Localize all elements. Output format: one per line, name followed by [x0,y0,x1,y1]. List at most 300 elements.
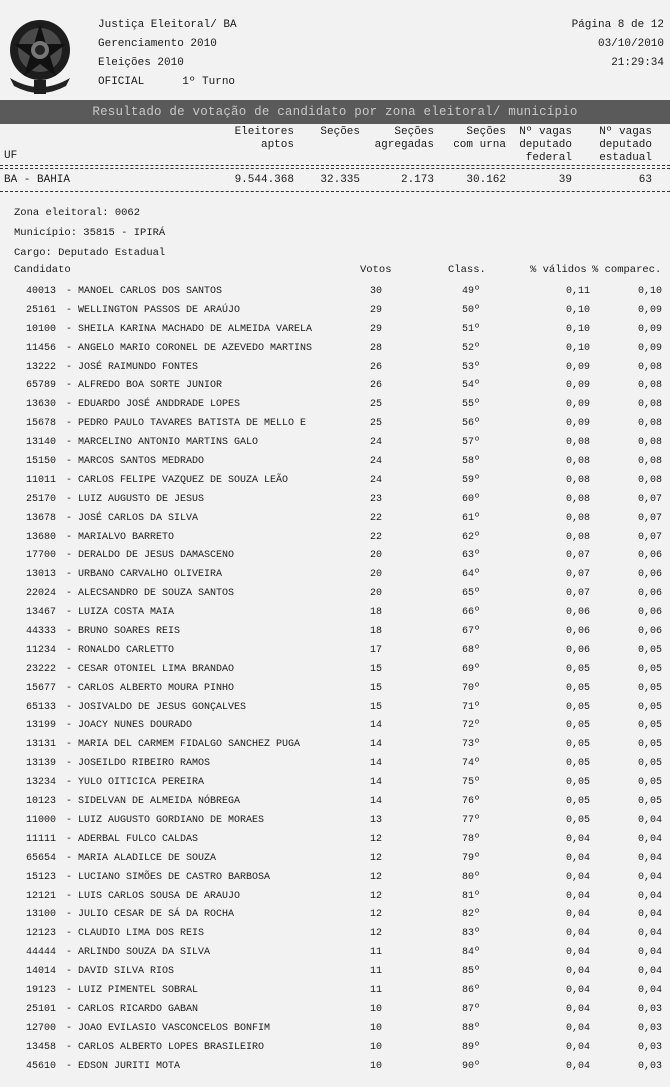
turno-label: 1º Turno [182,76,236,88]
table-row [0,642,670,661]
candidate-comparec: 0,07 [637,531,662,543]
candidate-name: DERALDO DE JESUS DAMASCENO [78,550,235,562]
candidate-comparec: 0,09 [637,342,662,354]
candidate-votos: 12 [369,890,382,902]
table-row [0,321,670,340]
candidate-class: 53º [461,361,480,373]
candidate-class: 69º [461,663,480,675]
candidate-comparec: 0,04 [637,966,662,978]
candidate-number: 19123 [26,984,57,996]
candidate-validos: 0,04 [565,1022,590,1034]
candidate-comparec: 0,09 [637,323,662,335]
col-candidato: Candidato [14,264,71,276]
candidate-name: SIDELVAN DE ALMEIDA NÓBREGA [78,796,241,808]
candidate-number: 13458 [26,1041,57,1053]
separator: - [66,796,73,808]
candidate-votos: 14 [369,720,382,732]
summary-uf: BA - BAHIA [4,174,71,186]
table-row [0,453,670,472]
candidate-votos: 11 [369,984,382,996]
candidate-validos: 0,04 [565,833,590,845]
candidate-class: 72º [461,720,480,732]
candidate-validos: 0,07 [565,588,590,600]
candidate-validos: 0,04 [565,871,590,883]
separator: - [66,777,73,789]
report-title-banner: Resultado de votação de candidato por zona eleitoral/ município [0,100,670,124]
summary-vagas-federal: 39 [558,174,572,186]
table-row [0,529,670,548]
candidate-validos: 0,05 [565,720,590,732]
brasao-emblem-icon [4,16,76,96]
candidate-votos: 14 [369,758,382,770]
candidate-validos: 0,08 [565,512,590,524]
table-row [0,472,670,491]
candidate-votos: 15 [369,701,382,713]
candidate-comparec: 0,08 [637,380,662,392]
separator: - [66,380,73,392]
summary-secoes: 32.335 [320,174,360,186]
separator: - [66,720,73,732]
candidate-class: 79º [461,852,480,864]
candidate-comparec: 0,04 [637,928,662,940]
separator: - [66,437,73,449]
candidate-class: 56º [461,418,480,430]
table-row [0,510,670,529]
candidate-comparec: 0,08 [637,418,662,430]
candidate-class: 70º [461,682,480,694]
candidate-votos: 10 [369,1060,382,1072]
candidate-name: BRUNO SOARES REIS [78,626,181,638]
table-row [0,963,670,982]
separator: - [66,607,73,619]
candidate-validos: 0,04 [565,890,590,902]
separator: - [66,663,73,675]
candidate-class: 82º [461,909,480,921]
header-vagas-estadual: Nº vagas deputado estadual [599,126,652,164]
table-row [0,850,670,869]
candidate-number: 65789 [26,380,57,392]
report-time: 21:29:34 [611,57,664,69]
candidate-validos: 0,05 [565,777,590,789]
table-row [0,547,670,566]
candidate-name: CESAR OTONIEL LIMA BRANDAO [78,663,235,675]
candidate-class: 51º [461,323,480,335]
candidate-number: 15677 [26,682,57,694]
candidate-validos: 0,04 [565,1060,590,1072]
separator: - [66,1003,73,1015]
table-row [0,793,670,812]
candidate-name: SHEILA KARINA MACHADO DE ALMEIDA VARELA [78,323,313,335]
candidate-comparec: 0,03 [637,1003,662,1015]
candidate-class: 81º [461,890,480,902]
table-row [0,283,670,302]
candidate-number: 25161 [26,304,57,316]
page-number: Página 8 de 12 [571,19,664,31]
candidate-name: LUIZA COSTA MAIA [78,607,175,619]
candidate-votos: 24 [369,437,382,449]
candidate-number: 11000 [26,814,57,826]
candidate-validos: 0,08 [565,456,590,468]
candidate-name: MARCELINO ANTONIO MARTINS GALO [78,437,259,449]
separator: - [66,286,73,297]
candidate-name: JOSÉ CARLOS DA SILVA [78,512,199,524]
candidate-number: 13131 [26,739,57,751]
candidate-validos: 0,09 [565,361,590,373]
candidate-votos: 10 [369,1003,382,1015]
table-row [0,699,670,718]
col-validos: % válidos [530,264,587,276]
candidate-validos: 0,05 [565,663,590,675]
col-class: Class. [448,264,486,276]
candidate-name: WELLINGTON PASSOS DE ARAÚJO [78,304,241,316]
separator: - [66,682,73,694]
candidate-validos: 0,04 [565,966,590,978]
candidate-comparec: 0,04 [637,947,662,959]
candidate-comparec: 0,05 [637,739,662,751]
candidate-class: 78º [461,833,480,845]
header-eleitores: Eleitores aptos [234,126,294,151]
candidate-class: 88º [461,1022,480,1034]
candidate-class: 83º [461,928,480,940]
table-row [0,1039,670,1058]
candidate-comparec: 0,03 [637,1060,662,1072]
candidate-validos: 0,05 [565,814,590,826]
oficial-label: OFICIAL [98,76,145,88]
election-name: Eleições 2010 [98,57,184,69]
report-meta [572,16,664,73]
candidate-comparec: 0,05 [637,758,662,770]
candidate-votos: 29 [369,323,382,335]
candidate-name: MARCOS SANTOS MEDRADO [78,456,205,468]
candidate-number: 13467 [26,607,57,619]
candidate-number: 22024 [26,588,57,600]
candidate-name: EDUARDO JOSÉ ANDDRADE LOPES [78,399,241,411]
separator: - [66,342,73,354]
table-row [0,340,670,359]
report-header [98,16,237,92]
table-row [0,869,670,888]
candidate-name: ADERBAL FULCO CALDAS [78,833,199,845]
separator: - [66,550,73,562]
candidate-comparec: 0,04 [637,871,662,883]
candidate-votos: 25 [369,418,382,430]
separator: - [66,928,73,940]
candidate-number: 11234 [26,644,57,656]
candidate-validos: 0,05 [565,739,590,751]
separator: - [66,399,73,411]
divider [0,168,670,169]
candidate-number: 25101 [26,1003,57,1015]
candidate-comparec: 0,06 [637,550,662,562]
candidate-validos: 0,04 [565,852,590,864]
candidate-validos: 0,05 [565,758,590,770]
candidate-class: 84º [461,947,480,959]
separator: - [66,739,73,751]
candidate-class: 86º [461,984,480,996]
candidate-number: 45610 [26,1060,57,1072]
candidate-validos: 0,10 [565,342,590,354]
separator: - [66,758,73,770]
candidate-name: MARIA DEL CARMEM FIDALGO SANCHEZ PUGA [78,739,301,751]
candidate-comparec: 0,03 [637,1041,662,1053]
header-agregadas: Seções agregadas [374,126,434,151]
candidate-class: 76º [461,796,480,808]
candidate-number: 12700 [26,1022,57,1034]
candidate-comparec: 0,04 [637,890,662,902]
separator: - [66,984,73,996]
table-row [0,661,670,680]
candidate-validos: 0,06 [565,607,590,619]
candidate-name: PEDRO PAULO TAVARES BATISTA DE MELLO E [78,418,307,430]
candidate-number: 10123 [26,796,57,808]
separator: - [66,833,73,845]
table-row [0,982,670,1001]
candidate-number: 13100 [26,909,57,921]
candidate-number: 13680 [26,531,57,543]
candidate-name: LUIS CARLOS SOUSA DE ARAUJO [78,890,241,902]
candidate-comparec: 0,08 [637,361,662,373]
candidate-validos: 0,04 [565,928,590,940]
candidate-number: 44444 [26,947,57,959]
candidate-name: EDSON JURITI MOTA [78,1060,181,1072]
candidate-number: 13222 [26,361,57,373]
candidate-name: DAVID SILVA RIOS [78,966,175,978]
summary-eleitores: 9.544.368 [234,174,294,186]
candidate-name: JOACY NUNES DOURADO [78,720,193,732]
candidate-comparec: 0,05 [637,796,662,808]
candidate-validos: 0,04 [565,909,590,921]
candidate-number: 13630 [26,399,57,411]
candidate-class: 59º [461,474,480,486]
candidate-votos: 24 [369,456,382,468]
candidate-comparec: 0,04 [637,984,662,996]
candidate-votos: 30 [369,286,382,297]
candidate-comparec: 0,05 [637,682,662,694]
candidate-votos: 10 [369,1041,382,1053]
header-secoes: Seções [320,126,360,138]
candidate-votos: 12 [369,852,382,864]
table-row [0,680,670,699]
candidate-number: 12121 [26,890,57,902]
candidate-validos: 0,05 [565,796,590,808]
table-row [0,812,670,831]
table-row [0,585,670,604]
candidate-comparec: 0,08 [637,399,662,411]
candidate-comparec: 0,06 [637,607,662,619]
candidate-votos: 20 [369,588,382,600]
candidate-comparec: 0,05 [637,777,662,789]
org-name: Justiça Eleitoral/ BA [98,19,237,31]
candidate-comparec: 0,04 [637,909,662,921]
candidate-class: 85º [461,966,480,978]
candidate-comparec: 0,07 [637,512,662,524]
candidate-number: 13139 [26,758,57,770]
candidate-name: MARIALVO BARRETO [78,531,175,543]
candidate-votos: 25 [369,399,382,411]
candidate-name: YULO OITICICA PEREIRA [78,777,205,789]
separator: - [66,871,73,883]
candidate-validos: 0,08 [565,531,590,543]
candidate-votos: 29 [369,304,382,316]
candidate-number: 11111 [26,833,57,845]
candidate-validos: 0,09 [565,399,590,411]
candidate-class: 65º [461,588,480,600]
candidate-comparec: 0,05 [637,644,662,656]
candidate-votos: 26 [369,380,382,392]
candidate-name: LUIZ AUGUSTO DE JESUS [78,493,205,505]
candidate-name: JULIO CESAR DE SÁ DA ROCHA [78,909,235,921]
summary-vagas-estadual: 63 [638,174,652,186]
separator: - [66,456,73,468]
separator: - [66,644,73,656]
table-row [0,415,670,434]
candidate-class: 73º [461,739,480,751]
candidate-number: 15678 [26,418,57,430]
table-row [0,302,670,321]
candidate-name: CLAUDIO LIMA DOS REIS [78,928,205,940]
separator: - [66,512,73,524]
candidate-number: 14014 [26,966,57,978]
report-date: 03/10/2010 [597,38,664,50]
candidate-comparec: 0,05 [637,663,662,675]
candidate-name: LUCIANO SIMÕES DE CASTRO BARBOSA [78,871,271,883]
col-votos: Votos [360,264,392,276]
candidate-votos: 12 [369,909,382,921]
status-line [98,73,237,92]
candidate-comparec: 0,05 [637,701,662,713]
candidate-votos: 20 [369,550,382,562]
candidate-number: 65133 [26,701,57,713]
candidate-comparec: 0,08 [637,456,662,468]
candidate-class: 75º [461,777,480,789]
candidate-number: 13140 [26,437,57,449]
candidate-comparec: 0,04 [637,852,662,864]
separator: - [66,909,73,921]
table-row [0,774,670,793]
separator: - [66,1041,73,1053]
divider [0,191,670,192]
candidate-name: MANOEL CARLOS DOS SANTOS [78,286,223,297]
candidate-votos: 14 [369,796,382,808]
candidate-votos: 11 [369,947,382,959]
candidate-validos: 0,08 [565,437,590,449]
candidate-comparec: 0,06 [637,569,662,581]
candidate-comparec: 0,03 [637,1022,662,1034]
candidate-number: 17700 [26,550,57,562]
candidate-number: 65654 [26,852,57,864]
table-row [0,925,670,944]
candidate-number: 15150 [26,456,57,468]
system-name: Gerenciamento 2010 [98,38,217,50]
candidate-comparec: 0,06 [637,588,662,600]
header-vagas-federal: Nº vagas deputado federal [519,126,572,164]
candidate-name: ALECSANDRO DE SOUZA SANTOS [78,588,235,600]
candidate-validos: 0,04 [565,1003,590,1015]
candidate-votos: 18 [369,607,382,619]
candidate-comparec: 0,06 [637,626,662,638]
candidate-votos: 12 [369,928,382,940]
table-row [0,1001,670,1020]
candidate-validos: 0,06 [565,644,590,656]
candidate-votos: 20 [369,569,382,581]
candidate-name: ARLINDO SOUZA DA SILVA [78,947,211,959]
candidate-class: 54º [461,380,480,392]
separator: - [66,304,73,316]
candidate-votos: 15 [369,663,382,675]
candidate-class: 74º [461,758,480,770]
candidate-number: 12123 [26,928,57,940]
table-row [0,566,670,585]
candidate-class: 64º [461,569,480,581]
separator: - [66,890,73,902]
candidate-name: RONALDO CARLETTO [78,644,175,656]
table-row [0,1058,670,1077]
table-row [0,396,670,415]
candidate-votos: 18 [369,626,382,638]
candidate-class: 49º [461,286,480,297]
candidate-table [0,283,670,1076]
candidate-class: 71º [461,701,480,713]
candidate-name: CARLOS ALBERTO LOPES BRASILEIRO [78,1041,265,1053]
candidate-votos: 24 [369,474,382,486]
candidate-class: 68º [461,644,480,656]
separator: - [66,1060,73,1072]
candidate-votos: 14 [369,777,382,789]
candidate-name: URBANO CARVALHO OLIVEIRA [78,569,223,581]
candidate-validos: 0,05 [565,682,590,694]
header-uf: UF [4,150,18,162]
candidate-comparec: 0,08 [637,474,662,486]
candidate-number: 23222 [26,663,57,675]
candidate-name: CARLOS ALBERTO MOURA PINHO [78,682,235,694]
separator: - [66,493,73,505]
candidate-validos: 0,07 [565,550,590,562]
separator: - [66,323,73,335]
candidate-validos: 0,11 [565,286,590,297]
candidate-votos: 11 [369,966,382,978]
candidate-comparec: 0,09 [637,304,662,316]
candidate-class: 57º [461,437,480,449]
separator: - [66,626,73,638]
candidate-validos: 0,04 [565,984,590,996]
candidate-name: CARLOS FELIPE VAZQUEZ DE SOUZA LEÃO [78,474,289,486]
candidate-class: 50º [461,304,480,316]
candidate-number: 13013 [26,569,57,581]
candidate-name: JOAO EVILASIO VASCONCELOS BONFIM [78,1022,271,1034]
candidate-class: 63º [461,550,480,562]
table-row [0,944,670,963]
separator: - [66,361,73,373]
candidate-votos: 17 [369,644,382,656]
candidate-validos: 0,10 [565,304,590,316]
candidate-number: 13199 [26,720,57,732]
candidate-number: 40013 [26,286,57,297]
table-row [0,491,670,510]
candidate-votos: 22 [369,512,382,524]
candidate-validos: 0,08 [565,474,590,486]
candidate-number: 25170 [26,493,57,505]
candidate-number: 15123 [26,871,57,883]
candidate-votos: 26 [369,361,382,373]
candidate-votos: 13 [369,814,382,826]
candidate-comparec: 0,08 [637,437,662,449]
separator: - [66,701,73,713]
municipio-label: Município: 35815 - IPIRÁ [14,227,166,239]
candidate-votos: 23 [369,493,382,505]
table-row [0,377,670,396]
candidate-validos: 0,04 [565,1041,590,1053]
summary-row [0,172,670,188]
